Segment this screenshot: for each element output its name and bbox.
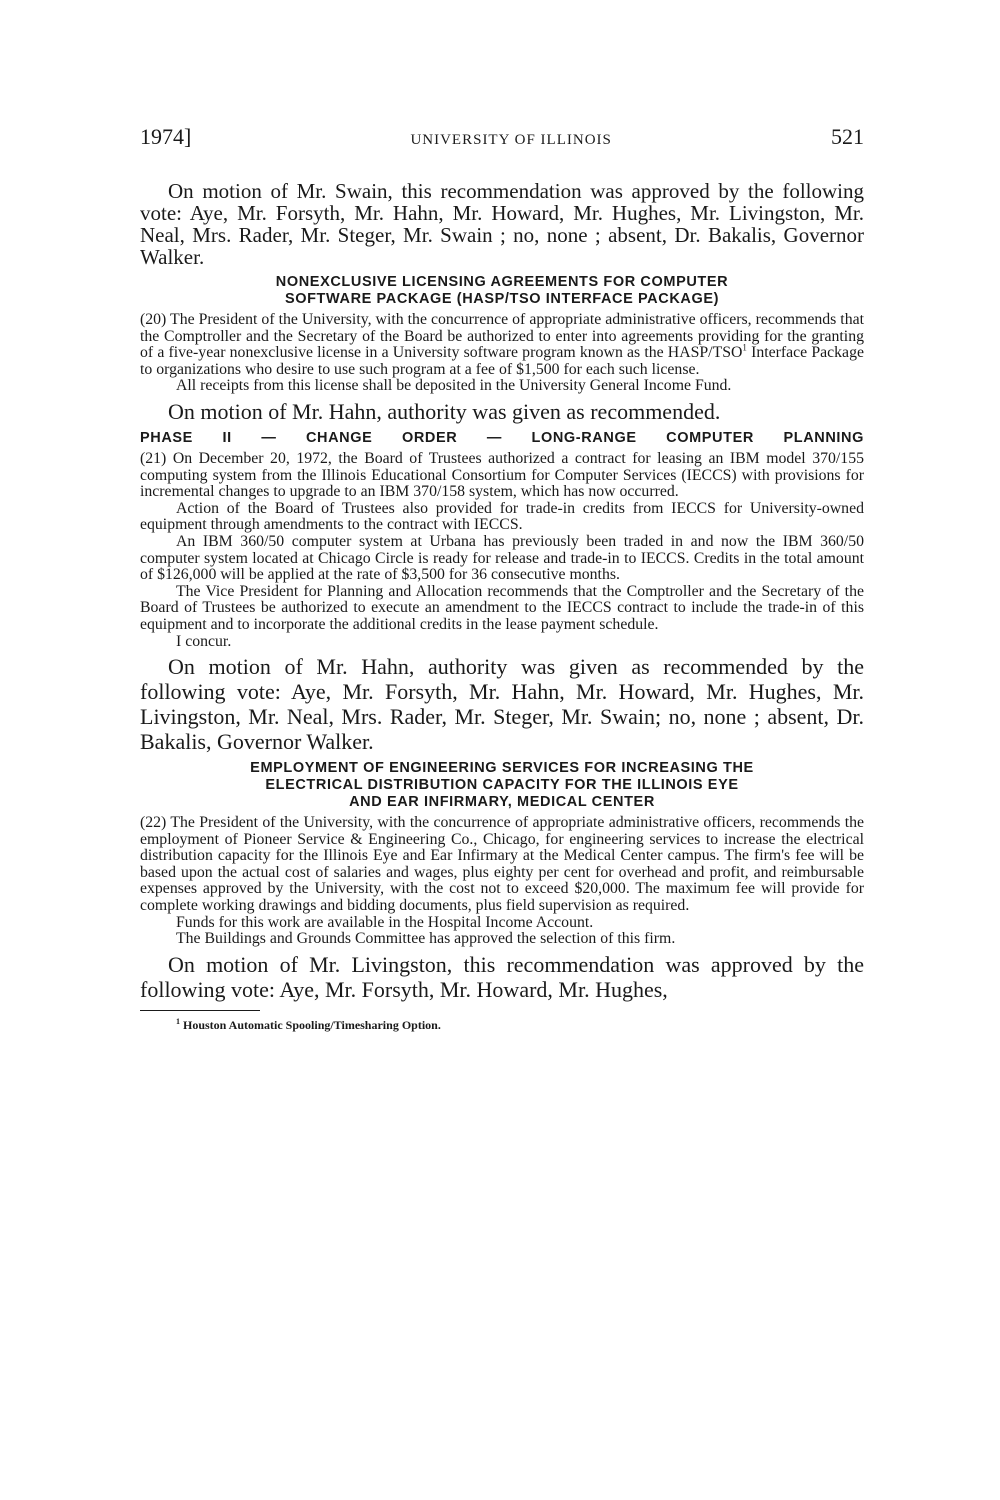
footnote-marker: 1	[176, 1016, 180, 1026]
section-21-heading: PHASE II — CHANGE ORDER — LONG-RANGE COMPUTER PLANNING	[140, 429, 864, 446]
section-22-heading: EMPLOYMENT OF ENGINEERING SERVICES FOR INCREASING THE ELECTRICAL DISTRIBUTION CAPACITY FOR THE ILLINOIS EYE AND EAR INFIRMARY, MEDICAL CENTER	[250, 760, 754, 811]
footnote-divider	[140, 1010, 260, 1011]
section-20-heading: NONEXCLUSIVE LICENSING AGREEMENTS FOR COMPUTER SOFTWARE PACKAGE (HASP/TSO INTERFACE PACKAGE)	[275, 274, 729, 307]
section-20-motion: On motion of Mr. Hahn, authority was given as recommended.	[168, 398, 721, 424]
section-21-motion: On motion of Mr. Hahn, authority was given as recommended by the following vote: Aye, Mr. Forsyth, Mr. Hahn, Mr. Howard, Mr. Hughes, Mr. Livingston, Mr. Neal, Mrs. Rader, Mr. Steger, Mr. Swain; no, none ; absent, Dr. Bakalis, Governor Walker.	[140, 654, 864, 755]
header-title: UNIVERSITY OF ILLINOIS	[410, 132, 612, 148]
section-21-paragraph-5: I concur.	[176, 632, 232, 650]
page-number: 521	[830, 124, 864, 149]
section-20-paragraph-1	[140, 312, 864, 378]
section-20-paragraph-1-text: (20) The President of the University, with the concurrence of appropriate administrative officers, recommends that the Comptroller and the Secretary of the Board be authorized to enter into agreements providing for the granting of a five-year nonexclusive license in a University software program known as the HASP/TSO	[140, 311, 864, 362]
section-20-paragraph-2: All receipts from this license shall be deposited in the University General Income Fund.	[176, 377, 732, 395]
footnote-reference: 1	[742, 342, 747, 353]
footnote	[140, 1017, 864, 1033]
page-header	[140, 124, 864, 150]
footnote-text: Houston Automatic Spooling/Timesharing Option.	[183, 1017, 441, 1032]
section-22-paragraph-1: (22) The President of the University, with the concurrence of appropriate administrative officers, recommends the employment of Pioneer Service & Engineering Co., Chicago, for engineering services to increase the electrical distribution capacity for the Illinois Eye and Ear Infirmary at the Medical Center campus. The firm's fee will be based upon the actual cost of salaries and wages, plus eighty per cent for overhead and profit, and reimbursable expenses approved by the University, with the cost not to exceed $20,000. The maximum fee will provide for complete working drawings and bidding documents, plus field supervision as required.	[140, 814, 864, 915]
section-21-paragraph-4: The Vice President for Planning and Allocation recommends that the Comptroller and the Secretary of the Board of Trustees be authorized to execute an amendment to the IECCS contract to include the trade-in of this equipment and to incorporate the additional credits in the lease payment schedule.	[140, 582, 864, 633]
document-page	[140, 124, 864, 1033]
section-20-paragraph-1-text-end: Interface Package to organizations who desire to use such program at a fee of $1,500 for each such license.	[140, 344, 864, 378]
section-21-paragraph-1: (21) On December 20, 1972, the Board of Trustees authorized a contract for leasing an IBM model 370/155 computing system from the Illinois Educational Consortium for Computer Services (IECCS) with provisions for incremental changes to upgrade to an IBM 370/158 system, which has now occurred.	[140, 449, 864, 501]
motion-swain: On motion of Mr. Swain, this recommendation was approved by the following vote: Aye, Mr. Forsyth, Mr. Hahn, Mr. Howard, Mr. Hughes, Mr. Livingston, Mr. Neal, Mrs. Rader, Mr. Steger, Mr. Swain ; no, none ; absent, Dr. Bakalis, Governor Walker.	[140, 179, 864, 269]
section-21-paragraph-2: Action of the Board of Trustees also provided for trade-in credits from IECCS for University-owned equipment through amendments to the contract with IECCS.	[140, 499, 864, 534]
section-21-paragraph-3: An IBM 360/50 computer system at Urbana has previously been traded in and now the IBM 360/50 computer system located at Chicago Circle is ready for release and trade-in to IECCS. Credits in the total amount of $126,000 will be applied at the rate of $3,500 for 36 consecutive months.	[140, 532, 864, 584]
section-22-paragraph-3: The Buildings and Grounds Committee has approved the selection of this firm.	[176, 930, 676, 948]
section-22-paragraph-2: Funds for this work are available in the Hospital Income Account.	[176, 913, 594, 931]
header-year: 1974]	[140, 124, 192, 149]
section-22-motion: On motion of Mr. Livingston, this recommendation was approved by the following vote: Aye, Mr. Forsyth, Mr. Howard, Mr. Hughes,	[140, 951, 864, 1002]
